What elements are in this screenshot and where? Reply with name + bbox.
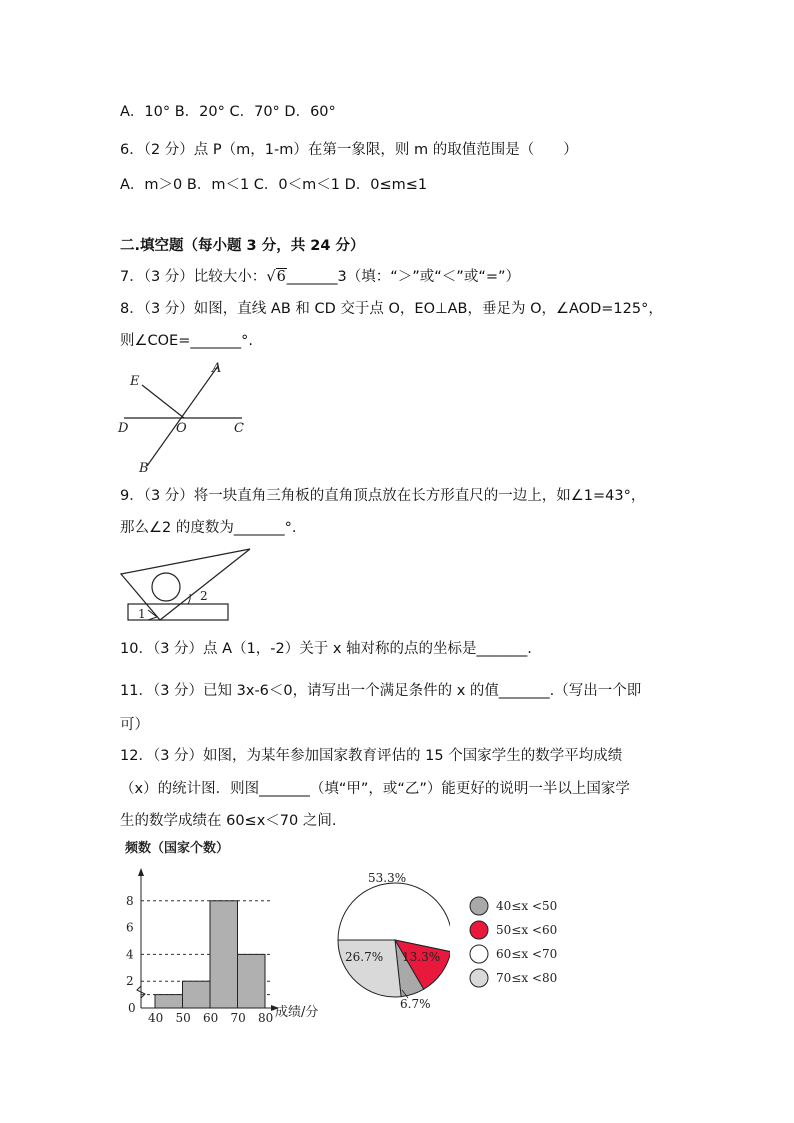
section-title: 二.填空题（每小题 3 分，共 24 分） <box>120 238 365 254</box>
histogram-bar <box>155 995 183 1008</box>
q12-line2: （x）的统计图．则图_______（填“甲”，或“乙”）能更好的说明一半以上国家学 <box>120 781 630 797</box>
ray-oe <box>142 385 184 418</box>
q8-line2: 则∠COE=_______°. <box>120 333 253 349</box>
origin-label: 0 <box>128 1001 136 1015</box>
histogram-ytick-label: 8 <box>126 893 134 908</box>
angle-2-label: 2 <box>200 589 208 603</box>
histogram-ytick-label: 2 <box>126 974 134 989</box>
legend-label-70-80: 70≤x <80 <box>496 971 558 985</box>
histogram-xtick-label: 70 <box>230 1011 246 1025</box>
label-d: D <box>118 421 129 436</box>
y-axis-arrow <box>138 868 144 876</box>
pie-label-13: 13.3% <box>402 950 441 964</box>
label-o: O <box>176 421 187 436</box>
legend-swatch-50-60 <box>470 921 488 939</box>
q11-line2: 可） <box>120 717 149 733</box>
line-ab <box>147 366 218 466</box>
q7-blank: _______ <box>286 269 338 285</box>
legend-swatch-60-70 <box>470 945 488 963</box>
legend-label-40-50: 40≤x <50 <box>496 899 558 913</box>
pie-label-26: 26.7% <box>345 950 384 964</box>
q7-prefix: 7．（3 分）比较大小： <box>120 269 267 285</box>
q6-stem: 6．（2 分）点 P（m，1-m）在第一象限，则 m 的取值范围是（ ） <box>120 142 578 158</box>
label-e: E <box>130 374 140 389</box>
histogram-bar <box>183 981 211 1008</box>
histogram-chart <box>115 836 340 1026</box>
histogram-bar <box>238 954 266 1008</box>
legend-swatch-70-80 <box>470 969 488 987</box>
q5-options: A．10° B．20° C．70° D．60° <box>120 104 336 120</box>
q7 <box>120 267 520 287</box>
sqrt-symbol: √6 <box>266 269 286 285</box>
q9-line2: 那么∠2 的度数为_______°. <box>120 520 297 536</box>
histogram-ytick-label: 4 <box>126 947 134 962</box>
q8-line1: 8．（3 分）如图，直线 AB 和 CD 交于点 O，EO⊥AB，垂足为 O，∠AOD=125°， <box>120 301 663 317</box>
q12-line3: 生的数学成绩在 60≤x＜70 之间. <box>120 813 337 829</box>
legend-label-50-60: 50≤x <60 <box>496 923 558 937</box>
q9-figure <box>118 544 258 624</box>
angle-2-mark <box>188 594 190 604</box>
q12-line1: 12．（3 分）如图，为某年参加国家教育评估的 15 个国家学生的数学平均成绩 <box>120 748 623 764</box>
histogram-ylabel: 频数（国家个数） <box>125 841 230 856</box>
histogram-xtick-label: 80 <box>258 1011 274 1025</box>
histogram-bar <box>210 901 238 1008</box>
label-b: B <box>139 461 149 476</box>
histogram-xtick-label: 50 <box>175 1011 191 1025</box>
label-a: A <box>212 361 222 376</box>
q7-suffix: 3（填：“＞”或“＜”或“=”） <box>337 269 520 285</box>
histogram-xtick-label: 40 <box>148 1011 164 1025</box>
pie-chart <box>330 850 450 1020</box>
pie-label-53: 53.3% <box>368 871 407 885</box>
q10: 10．（3 分）点 A（1，-2）关于 x 轴对称的点的坐标是_______. <box>120 641 532 657</box>
legend-swatch-40-50 <box>470 897 488 915</box>
q11-line1: 11．（3 分）已知 3x-6＜0，请写出一个满足条件的 x 的值_______.（写出一个即 <box>120 683 642 699</box>
histogram-xtick-label: 60 <box>203 1011 219 1025</box>
pie-label-6: 6.7% <box>400 997 431 1011</box>
pie-slice <box>338 940 401 997</box>
q8-figure <box>112 356 252 476</box>
legend-label-60-70: 60≤x <70 <box>496 947 558 961</box>
q6-options: A．m＞0 B．m＜1 C．0＜m＜1 D．0≤m≤1 <box>120 177 428 193</box>
pie-legend <box>464 893 574 997</box>
histogram-xlabel: 成绩/分 <box>275 1005 319 1020</box>
histogram-ytick-label: 6 <box>126 920 134 935</box>
label-c: C <box>234 421 244 436</box>
q7-radicand: 6 <box>276 269 286 285</box>
angle-1-label: 1 <box>138 607 146 621</box>
q9-line1: 9．（3 分）将一块直角三角板的直角顶点放在长方形直尺的一边上，如∠1=43°， <box>120 488 646 504</box>
set-square-hole <box>152 573 180 601</box>
